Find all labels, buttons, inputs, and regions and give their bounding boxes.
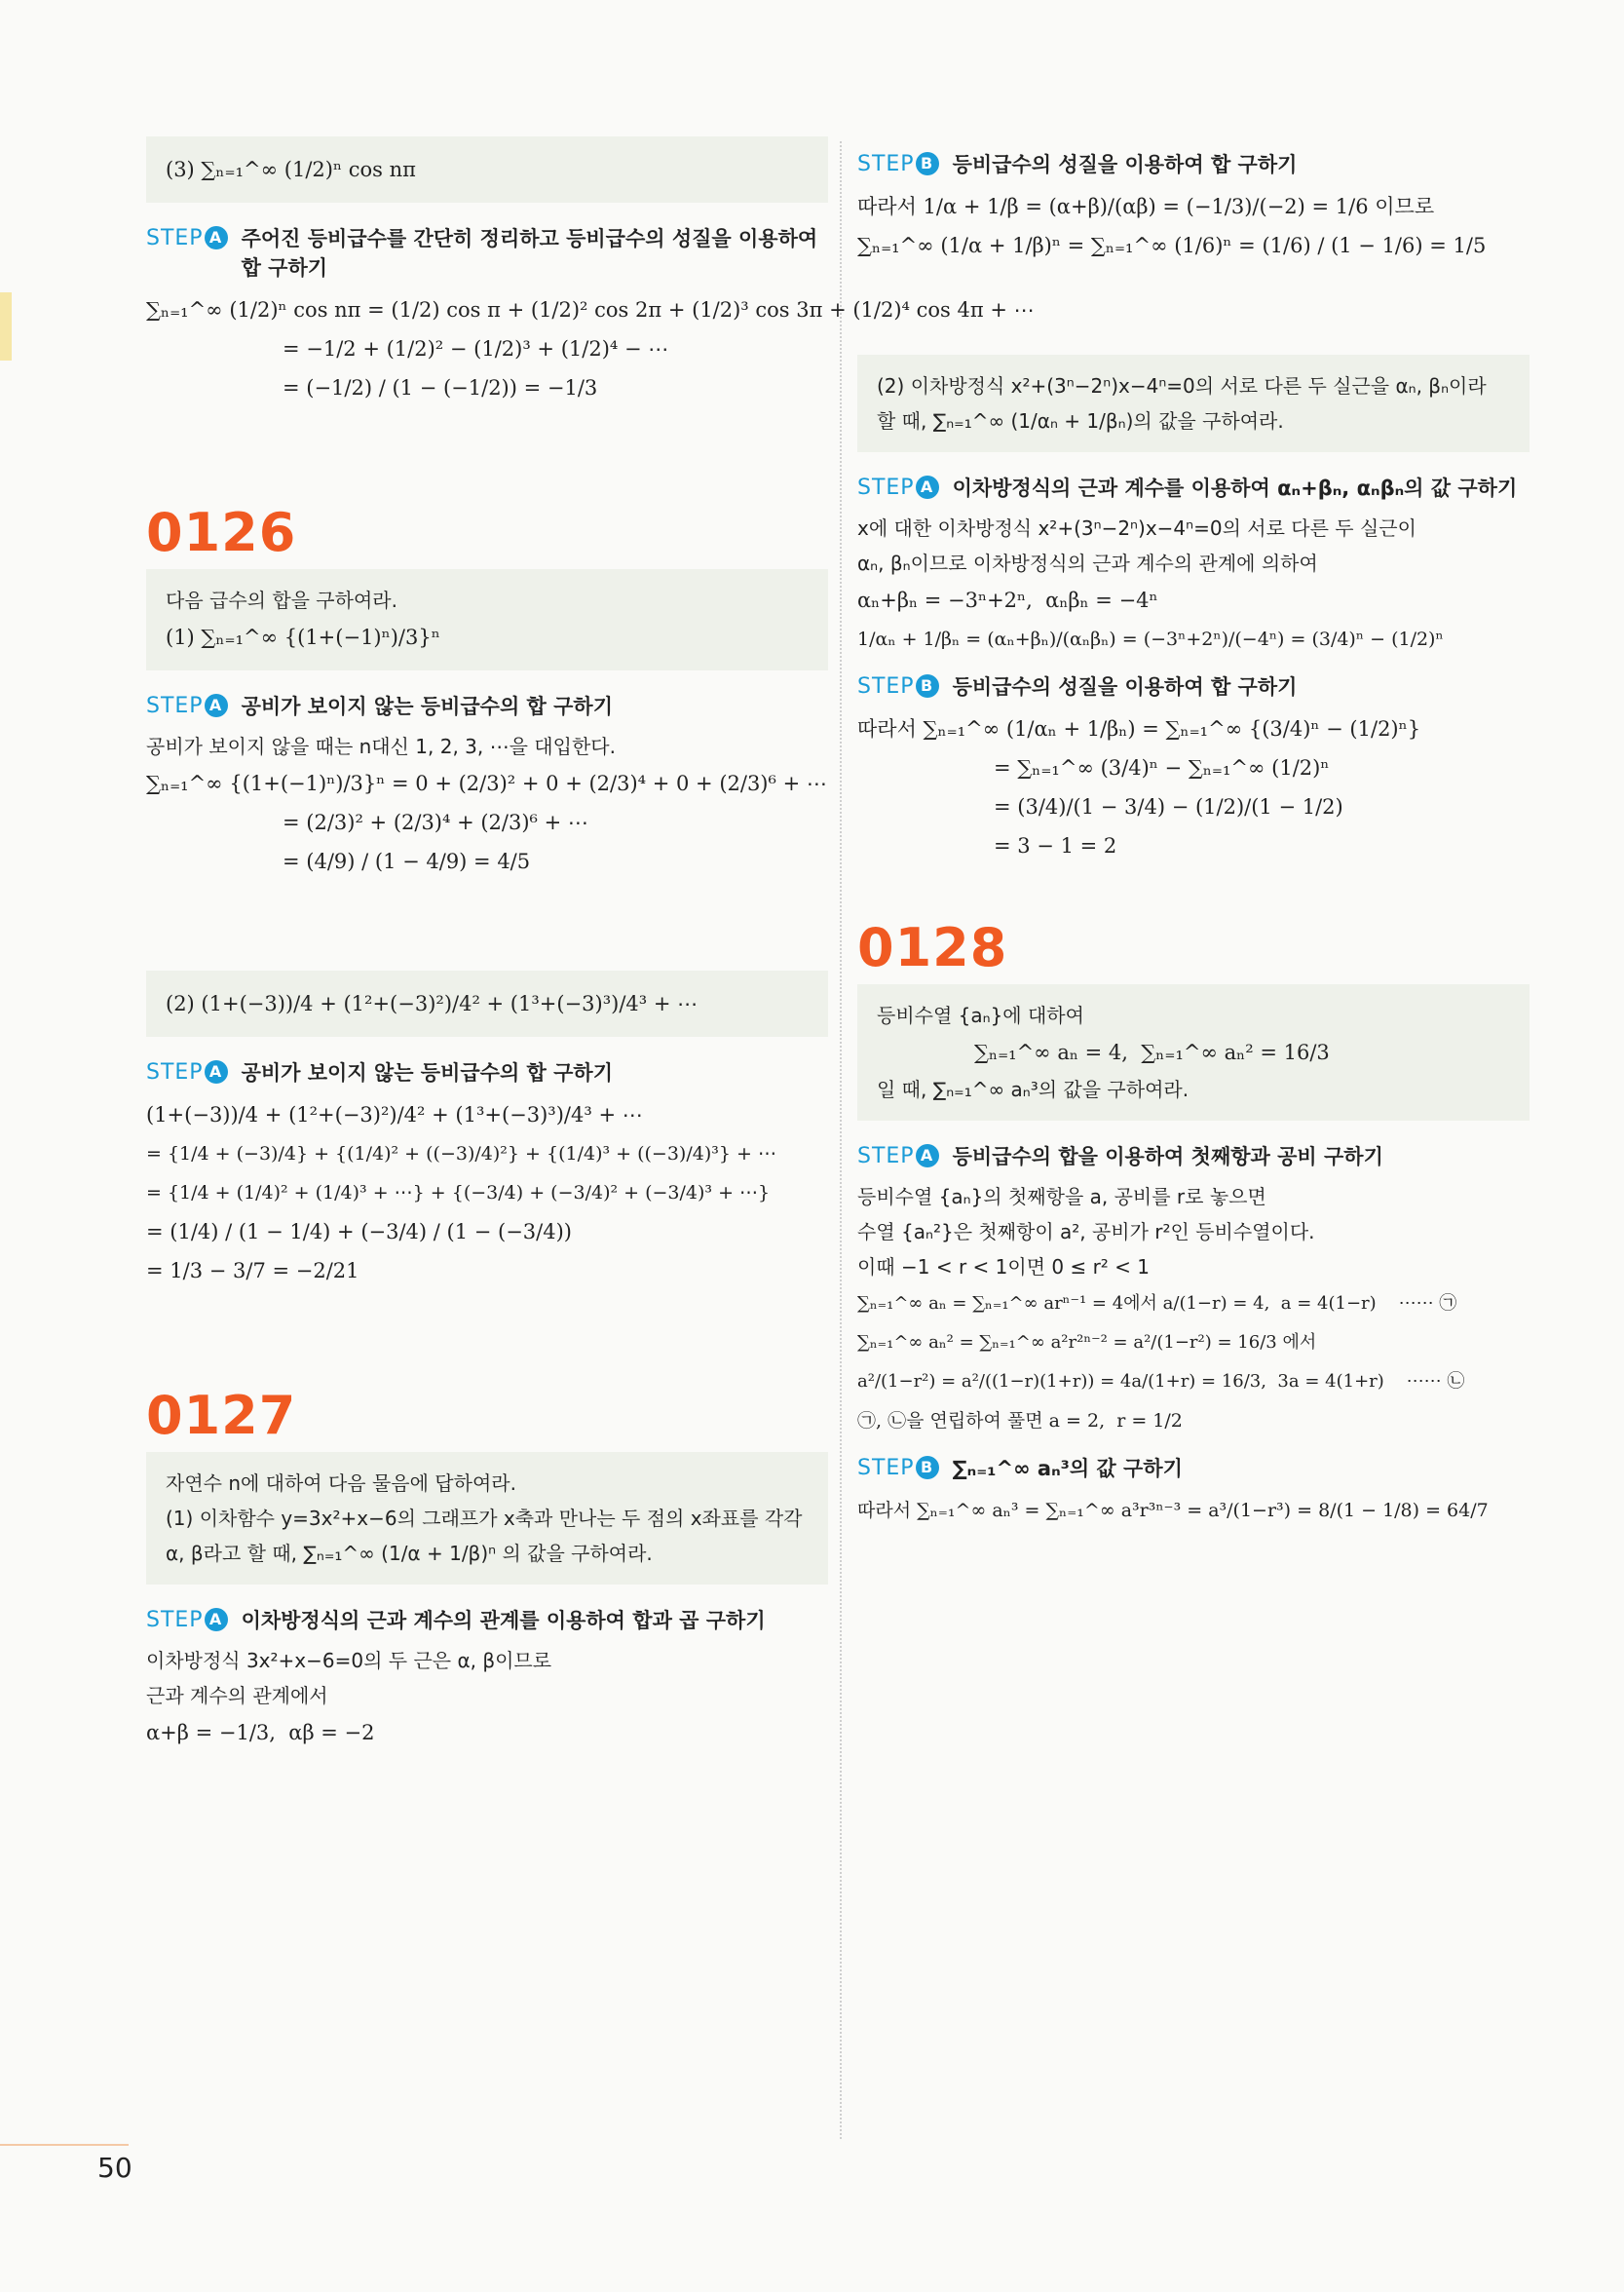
step-letter-badge: A — [205, 1060, 228, 1084]
math-line: (1+(−3))/4 + (1²+(−3)²)/4² + (1³+(−3)³)/4³ + ⋯ — [146, 1103, 643, 1127]
page-number-rule — [0, 2144, 129, 2146]
step-label: STEP A — [857, 1142, 939, 1171]
problem-126-2 — [146, 971, 828, 1037]
math-line: ∑ₙ₌₁^∞ aₙ = ∑ₙ₌₁^∞ arⁿ⁻¹ = 4에서 a/(1−r) = 4, a = 4(1−r) ⋯⋯ ㉠ — [857, 1293, 1457, 1314]
explanation-text: 이때 −1 < r < 1이면 0 ≤ r² < 1 — [857, 1255, 1151, 1279]
math-line: 따라서 1/α + 1/β = (α+β)/(αβ) = (−1/3)/(−2) = 1/6 이므로 — [857, 195, 1435, 218]
step-letter-badge: A — [916, 1144, 939, 1167]
explanation-text: 수열 {aₙ²}은 첫째항이 a², 공비가 r²인 등비수열이다. — [857, 1220, 1315, 1243]
step-b-header — [857, 150, 1530, 179]
math-line: = {1/4 + (1/4)² + (1/4)³ + ⋯} + {(−3/4) + (−3/4)² + (−3/4)³ + ⋯} — [146, 1182, 771, 1203]
step-title: 공비가 보이지 않는 등비급수의 합 구하기 — [241, 1061, 613, 1085]
step-label: STEP B — [857, 150, 939, 179]
explanation-text: αₙ, βₙ이므로 이차방정식의 근과 계수의 관계에 의하여 — [857, 552, 1318, 575]
math-line: = 3 − 1 = 2 — [994, 834, 1117, 858]
step-a-header — [146, 1606, 828, 1635]
problem-intro: 등비수열 {aₙ}에 대하여 — [877, 1004, 1084, 1027]
math-line: = (1/4) / (1 − 1/4) + (−3/4) / (1 − (−3/4)) — [146, 1220, 572, 1243]
step-label: STEP A — [146, 692, 228, 721]
step-label: STEP B — [857, 672, 939, 702]
step-title: 공비가 보이지 않는 등비급수의 합 구하기 — [241, 695, 613, 718]
step-letter-badge: B — [916, 152, 939, 175]
problem-text: (2) (1+(−3))/4 + (1²+(−3)²)/4² + (1³+(−3)³)/4³ + ⋯ — [166, 992, 699, 1015]
math-line: = {1/4 + (−3)/4} + {(1/4)² + ((−3)/4)²} + {(1/4)³ + ((−3)/4)³} + ⋯ — [146, 1143, 776, 1165]
column-divider — [840, 141, 842, 2139]
problem-number-0128: 0128 — [857, 917, 1008, 978]
math-line: 따라서 ∑ₙ₌₁^∞ aₙ³ = ∑ₙ₌₁^∞ a³r³ⁿ⁻³ = a³/(1−r³) = 8/(1 − 1/8) = 64/7 — [857, 1500, 1489, 1521]
math-line: = 1/3 − 3/7 = −2/21 — [146, 1259, 359, 1282]
problem-text: (1) ∑ₙ₌₁^∞ {(1+(−1)ⁿ)/3}ⁿ — [166, 626, 440, 649]
step-letter-badge: A — [205, 694, 228, 717]
step-title: 등비급수의 합을 이용하여 첫째항과 공비 구하기 — [952, 1145, 1383, 1168]
step-title: 이차방정식의 근과 계수의 관계를 이용하여 합과 곱 구하기 — [241, 1609, 766, 1632]
step-label: STEP A — [146, 1606, 228, 1635]
step-title: ∑ₙ₌₁^∞ aₙ³의 값 구하기 — [952, 1457, 1183, 1480]
step-letter-badge: B — [916, 1456, 939, 1479]
math-line: = −1/2 + (1/2)² − (1/2)³ + (1/2)⁴ − ⋯ — [283, 337, 669, 361]
step-letter-badge: A — [916, 476, 939, 499]
step-title: 이차방정식의 근과 계수를 이용하여 αₙ+βₙ, αₙβₙ의 값 구하기 — [952, 477, 1518, 500]
math-line: αₙ+βₙ = −3ⁿ+2ⁿ, αₙβₙ = −4ⁿ — [857, 589, 1158, 612]
problem-intro: 다음 급수의 합을 구하여라. — [166, 589, 397, 612]
problem-number-0127: 0127 — [146, 1385, 297, 1446]
problem-number-0126: 0126 — [146, 502, 297, 563]
explanation-text: x에 대한 이차방정식 x²+(3ⁿ−2ⁿ)x−4ⁿ=0의 서로 다른 두 실근이 — [857, 516, 1416, 540]
problem-text: (3) ∑ₙ₌₁^∞ (1/2)ⁿ cos nπ — [166, 158, 416, 181]
math-line: = ∑ₙ₌₁^∞ (3/4)ⁿ − ∑ₙ₌₁^∞ (1/2)ⁿ — [994, 756, 1330, 780]
step-letter-badge: B — [916, 674, 939, 698]
right-column — [857, 136, 1530, 1530]
math-line: 1/αₙ + 1/βₙ = (αₙ+βₙ)/(αₙβₙ) = (−3ⁿ+2ⁿ)/(−4ⁿ) = (3/4)ⁿ − (1/2)ⁿ — [857, 629, 1444, 650]
step-label: STEP B — [857, 1454, 939, 1483]
explanation-text: 등비수열 {aₙ}의 첫째항을 a, 공비를 r로 놓으면 — [857, 1185, 1266, 1208]
step-letter-badge: A — [205, 1608, 228, 1631]
explanation-text: 공비가 보이지 않을 때는 n대신 1, 2, 3, ⋯을 대입한다. — [146, 735, 616, 758]
step-a-header — [146, 692, 828, 721]
math-line: a²/(1−r²) = a²/((1−r)(1+r)) = 4a/(1+r) = 16/3, 3a = 4(1+r) ⋯⋯ ㉡ — [857, 1371, 1465, 1392]
step-letter-badge: A — [205, 226, 228, 249]
step-label: STEP A — [146, 1058, 228, 1088]
step-label: STEP A — [146, 224, 228, 253]
problem-127-1 — [146, 1452, 828, 1585]
math-line: ∑ₙ₌₁^∞ aₙ² = ∑ₙ₌₁^∞ a²r²ⁿ⁻² = a²/(1−r²) = 16/3 에서 — [857, 1332, 1317, 1353]
math-line: α+β = −1/3, αβ = −2 — [146, 1721, 375, 1744]
given-condition: ∑ₙ₌₁^∞ aₙ = 4, ∑ₙ₌₁^∞ aₙ² = 16/3 — [974, 1041, 1330, 1064]
explanation-text: 근과 계수의 관계에서 — [146, 1684, 328, 1707]
step-b-header — [857, 1454, 1530, 1483]
math-line: = (4/9) / (1 − 4/9) = 4/5 — [283, 850, 531, 873]
step-label: STEP A — [857, 474, 939, 503]
math-line: ∑ₙ₌₁^∞ (1/2)ⁿ cos nπ = (1/2) cos π + (1/2)² cos 2π + (1/2)³ cos 3π + (1/2)⁴ cos 4π + ⋯ — [146, 298, 1035, 322]
step-a-header — [857, 474, 1530, 503]
problem-128 — [857, 984, 1530, 1121]
step-b-header — [857, 672, 1530, 702]
math-line: = (−1/2) / (1 − (−1/2)) = −1/3 — [283, 376, 598, 400]
problem-125-3 — [146, 136, 828, 203]
step-a-header — [857, 1142, 1530, 1171]
math-line: = (2/3)² + (2/3)⁴ + (2/3)⁶ + ⋯ — [283, 811, 588, 834]
problem-text: (2) 이차방정식 x²+(3ⁿ−2ⁿ)x−4ⁿ=0의 서로 다른 두 실근을 αₙ, βₙ이라 할 때, ∑ₙ₌₁^∞ (1/αₙ + 1/βₙ)의 값을 구하여라. — [877, 374, 1487, 433]
step-title: 등비급수의 성질을 이용하여 합 구하기 — [952, 153, 1298, 176]
problem-127-2 — [857, 355, 1530, 452]
edge-tab-mark — [0, 292, 12, 361]
math-line: ㉠, ㉡을 연립하여 풀면 a = 2, r = 1/2 — [857, 1410, 1183, 1432]
math-line: = (3/4)/(1 − 3/4) − (1/2)/(1 − 1/2) — [994, 795, 1343, 819]
explanation-text: 이차방정식 3x²+x−6=0의 두 근은 α, β이므로 — [146, 1649, 552, 1672]
step-title: 주어진 등비급수를 간단히 정리하고 등비급수의 성질을 이용하여 합 구하기 — [241, 227, 818, 280]
step-a-header — [146, 224, 828, 283]
math-line: 따라서 ∑ₙ₌₁^∞ (1/αₙ + 1/βₙ) = ∑ₙ₌₁^∞ {(3/4)ⁿ − (1/2)ⁿ} — [857, 717, 1421, 741]
math-line: ∑ₙ₌₁^∞ (1/α + 1/β)ⁿ = ∑ₙ₌₁^∞ (1/6)ⁿ = (1/6) / (1 − 1/6) = 1/5 — [857, 234, 1487, 257]
problem-text: (1) 이차함수 y=3x²+x−6의 그래프가 x축과 만나는 두 점의 x좌표를 각각 α, β라고 할 때, ∑ₙ₌₁^∞ (1/α + 1/β)ⁿ 의 값을 구하여라. — [166, 1507, 803, 1565]
math-line: ∑ₙ₌₁^∞ {(1+(−1)ⁿ)/3}ⁿ = 0 + (2/3)² + 0 + (2/3)⁴ + 0 + (2/3)⁶ + ⋯ — [146, 772, 827, 795]
step-title: 등비급수의 성질을 이용하여 합 구하기 — [952, 675, 1298, 699]
problem-126-1 — [146, 569, 828, 670]
problem-intro: 자연수 n에 대하여 다음 물음에 답하여라. — [166, 1471, 516, 1495]
problem-text: 일 때, ∑ₙ₌₁^∞ aₙ³의 값을 구하여라. — [877, 1078, 1190, 1101]
step-a-header — [146, 1058, 828, 1088]
page-number: 50 — [97, 2152, 132, 2184]
